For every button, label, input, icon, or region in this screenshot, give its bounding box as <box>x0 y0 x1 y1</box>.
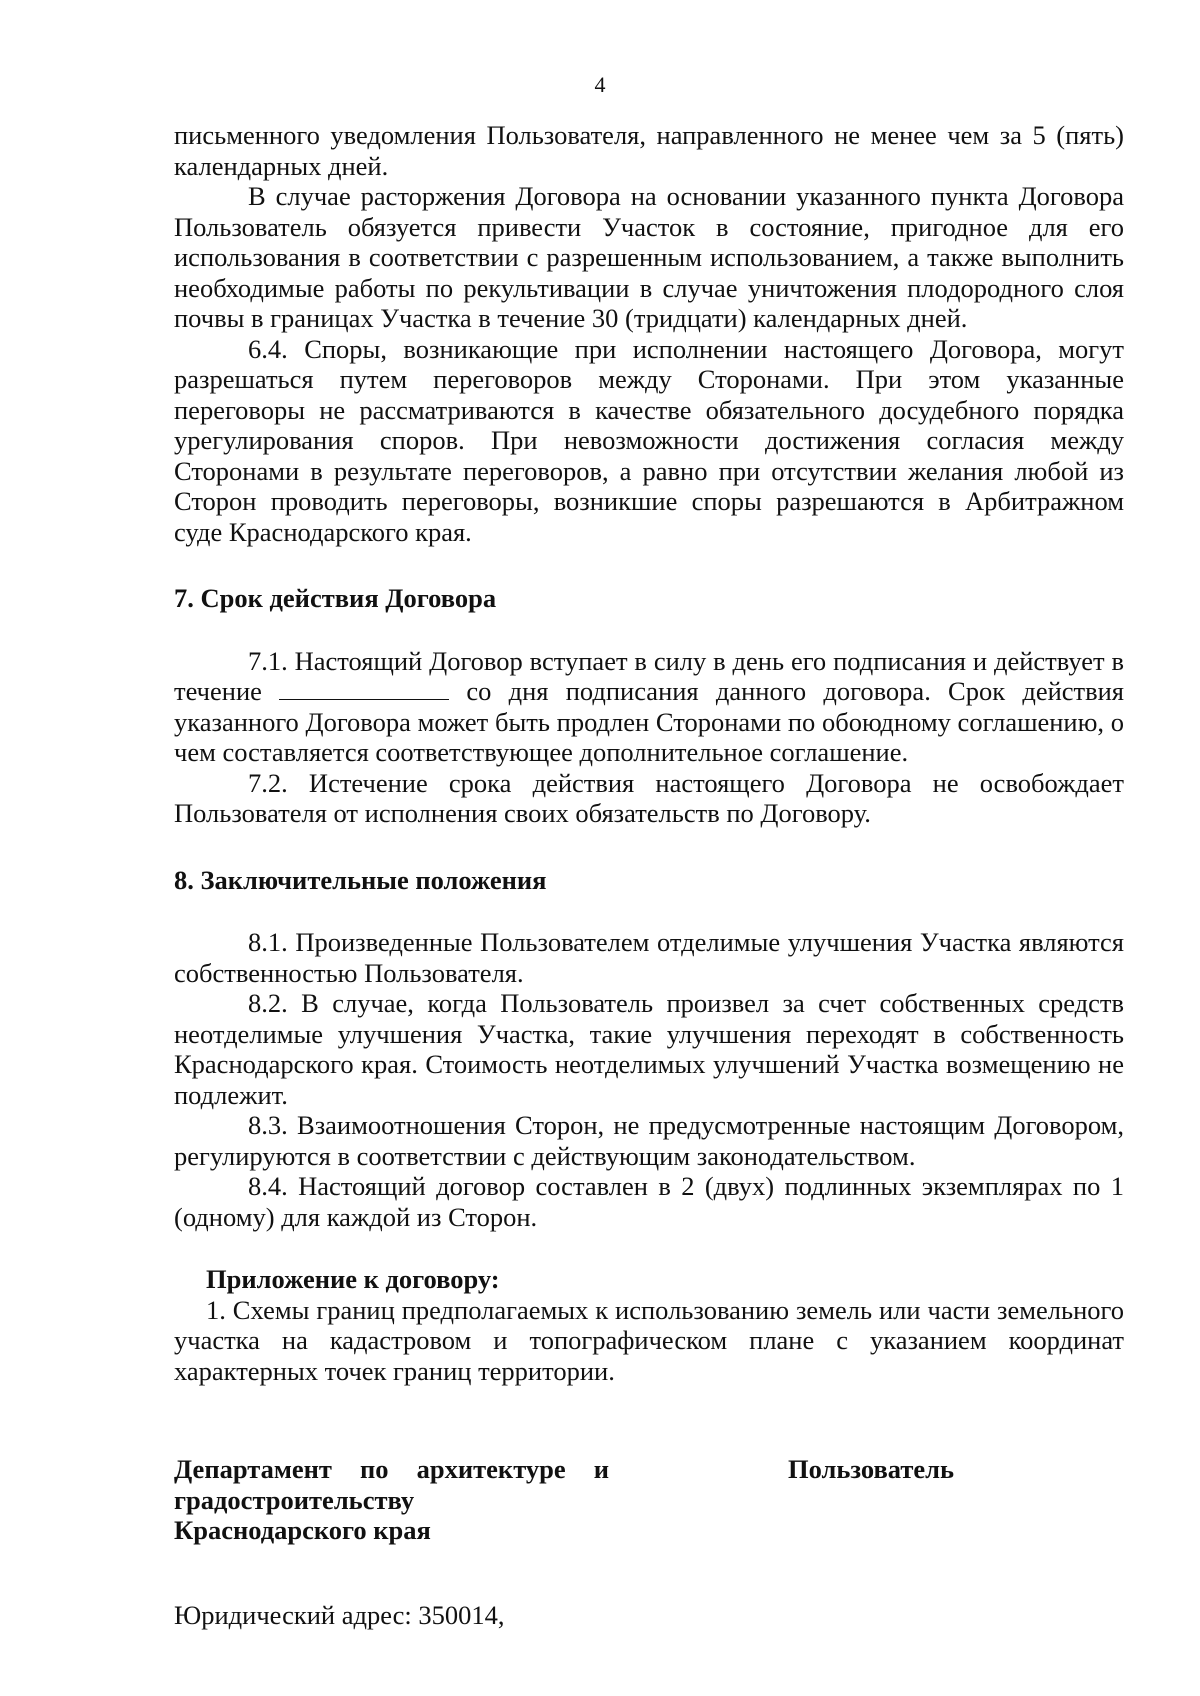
department-name-line-3: Краснодарского края <box>174 1515 431 1545</box>
paragraph-7-2: 7.2. Истечение срока действия настоящего Договора не освобождает Пользователя от исполнения своих обязательств по Договору. <box>174 767 1124 828</box>
paragraph-8-4: 8.4. Настоящий договор составлен в 2 (двух) подлинных экземплярах по 1 (одному) для каждой из Сторон. <box>174 1171 1124 1232</box>
department-name-line-1: Департамент по архитектуре и <box>174 1454 609 1484</box>
term-blank-line <box>279 677 449 700</box>
paragraph-continuation: письменного уведомления Пользователя, направленного не менее чем за 5 (пять) календарных дней. <box>174 120 1124 181</box>
page-number: 4 <box>594 72 606 97</box>
paragraph-6-4: 6.4. Споры, возникающие при исполнении настоящего Договора, могут разрешаться путем переговоров между Сторонами. При этом указанные переговоры не рассматриваются в качестве обязательного досудебного порядка урегулирования споров. При невозможности достижения согласия между Сторонами в результате переговоров, а равно при отсутствии желания любой из Сторон проводить переговоры, возникшие споры разрешаются в Арбитражном суде Краснодарского края. <box>174 333 1124 547</box>
paragraph-8-3: 8.3. Взаимоотношения Сторон, не предусмотренные настоящим Договором, регулируются в соответствии с действующим законодательством. <box>174 1110 1124 1171</box>
paragraph-8-1: 8.1. Произведенные Пользователем отделимые улучшения Участка являются собственностью Пользователя. <box>174 927 1124 988</box>
appendix-item-1: 1. Схемы границ предполагаемых к использованию земель или части земельного участка на кадастровом и топографическом плане с указанием координат характерных точек границ территории. <box>174 1294 1124 1386</box>
appendix-title: Приложение к договору: <box>206 1264 500 1294</box>
section-8-heading: 8. Заключительные положения <box>174 864 547 895</box>
legal-address: Юридический адрес: 350014, <box>174 1600 505 1630</box>
paragraph-7-1 <box>174 646 1124 768</box>
signature-party-department <box>174 1454 609 1546</box>
department-name-line-2: градостроительству <box>174 1484 415 1515</box>
paragraph-7-1-end: со дня подписания данного договора. Срок действия указанного Договора может быть продлен Сторонами по обоюдному соглашению, о чем составляется соответствующее дополнительное соглашение. <box>174 676 1124 767</box>
paragraph-termination: В случае расторжения Договора на основании указанного пункта Договора Пользователь обязуется привести Участок в состояние, пригодное для его использования в соответствии с разрешенным использованием, а также выполнить необходимые работы по рекультивации в случае уничтожения плодородного слоя почвы в границах Участка в течение 30 (тридцати) календарных дней. <box>174 181 1124 333</box>
section-7-heading: 7. Срок действия Договора <box>174 583 497 613</box>
paragraph-7-1-start: 7.1. Настоящий Договор вступает в силу в день его подписания и действует в течение <box>174 645 1124 706</box>
document-body <box>174 120 1124 1631</box>
signature-block <box>174 1454 1124 1564</box>
signature-party-user: Пользователь <box>788 1454 955 1484</box>
paragraph-8-2: 8.2. В случае, когда Пользователь произвел за счет собственных средств неотделимые улучшения Участка, такие улучшения переходят в собственность Краснодарского края. Стоимость неотделимых улучшений Участка возмещению не подлежит. <box>174 988 1124 1110</box>
